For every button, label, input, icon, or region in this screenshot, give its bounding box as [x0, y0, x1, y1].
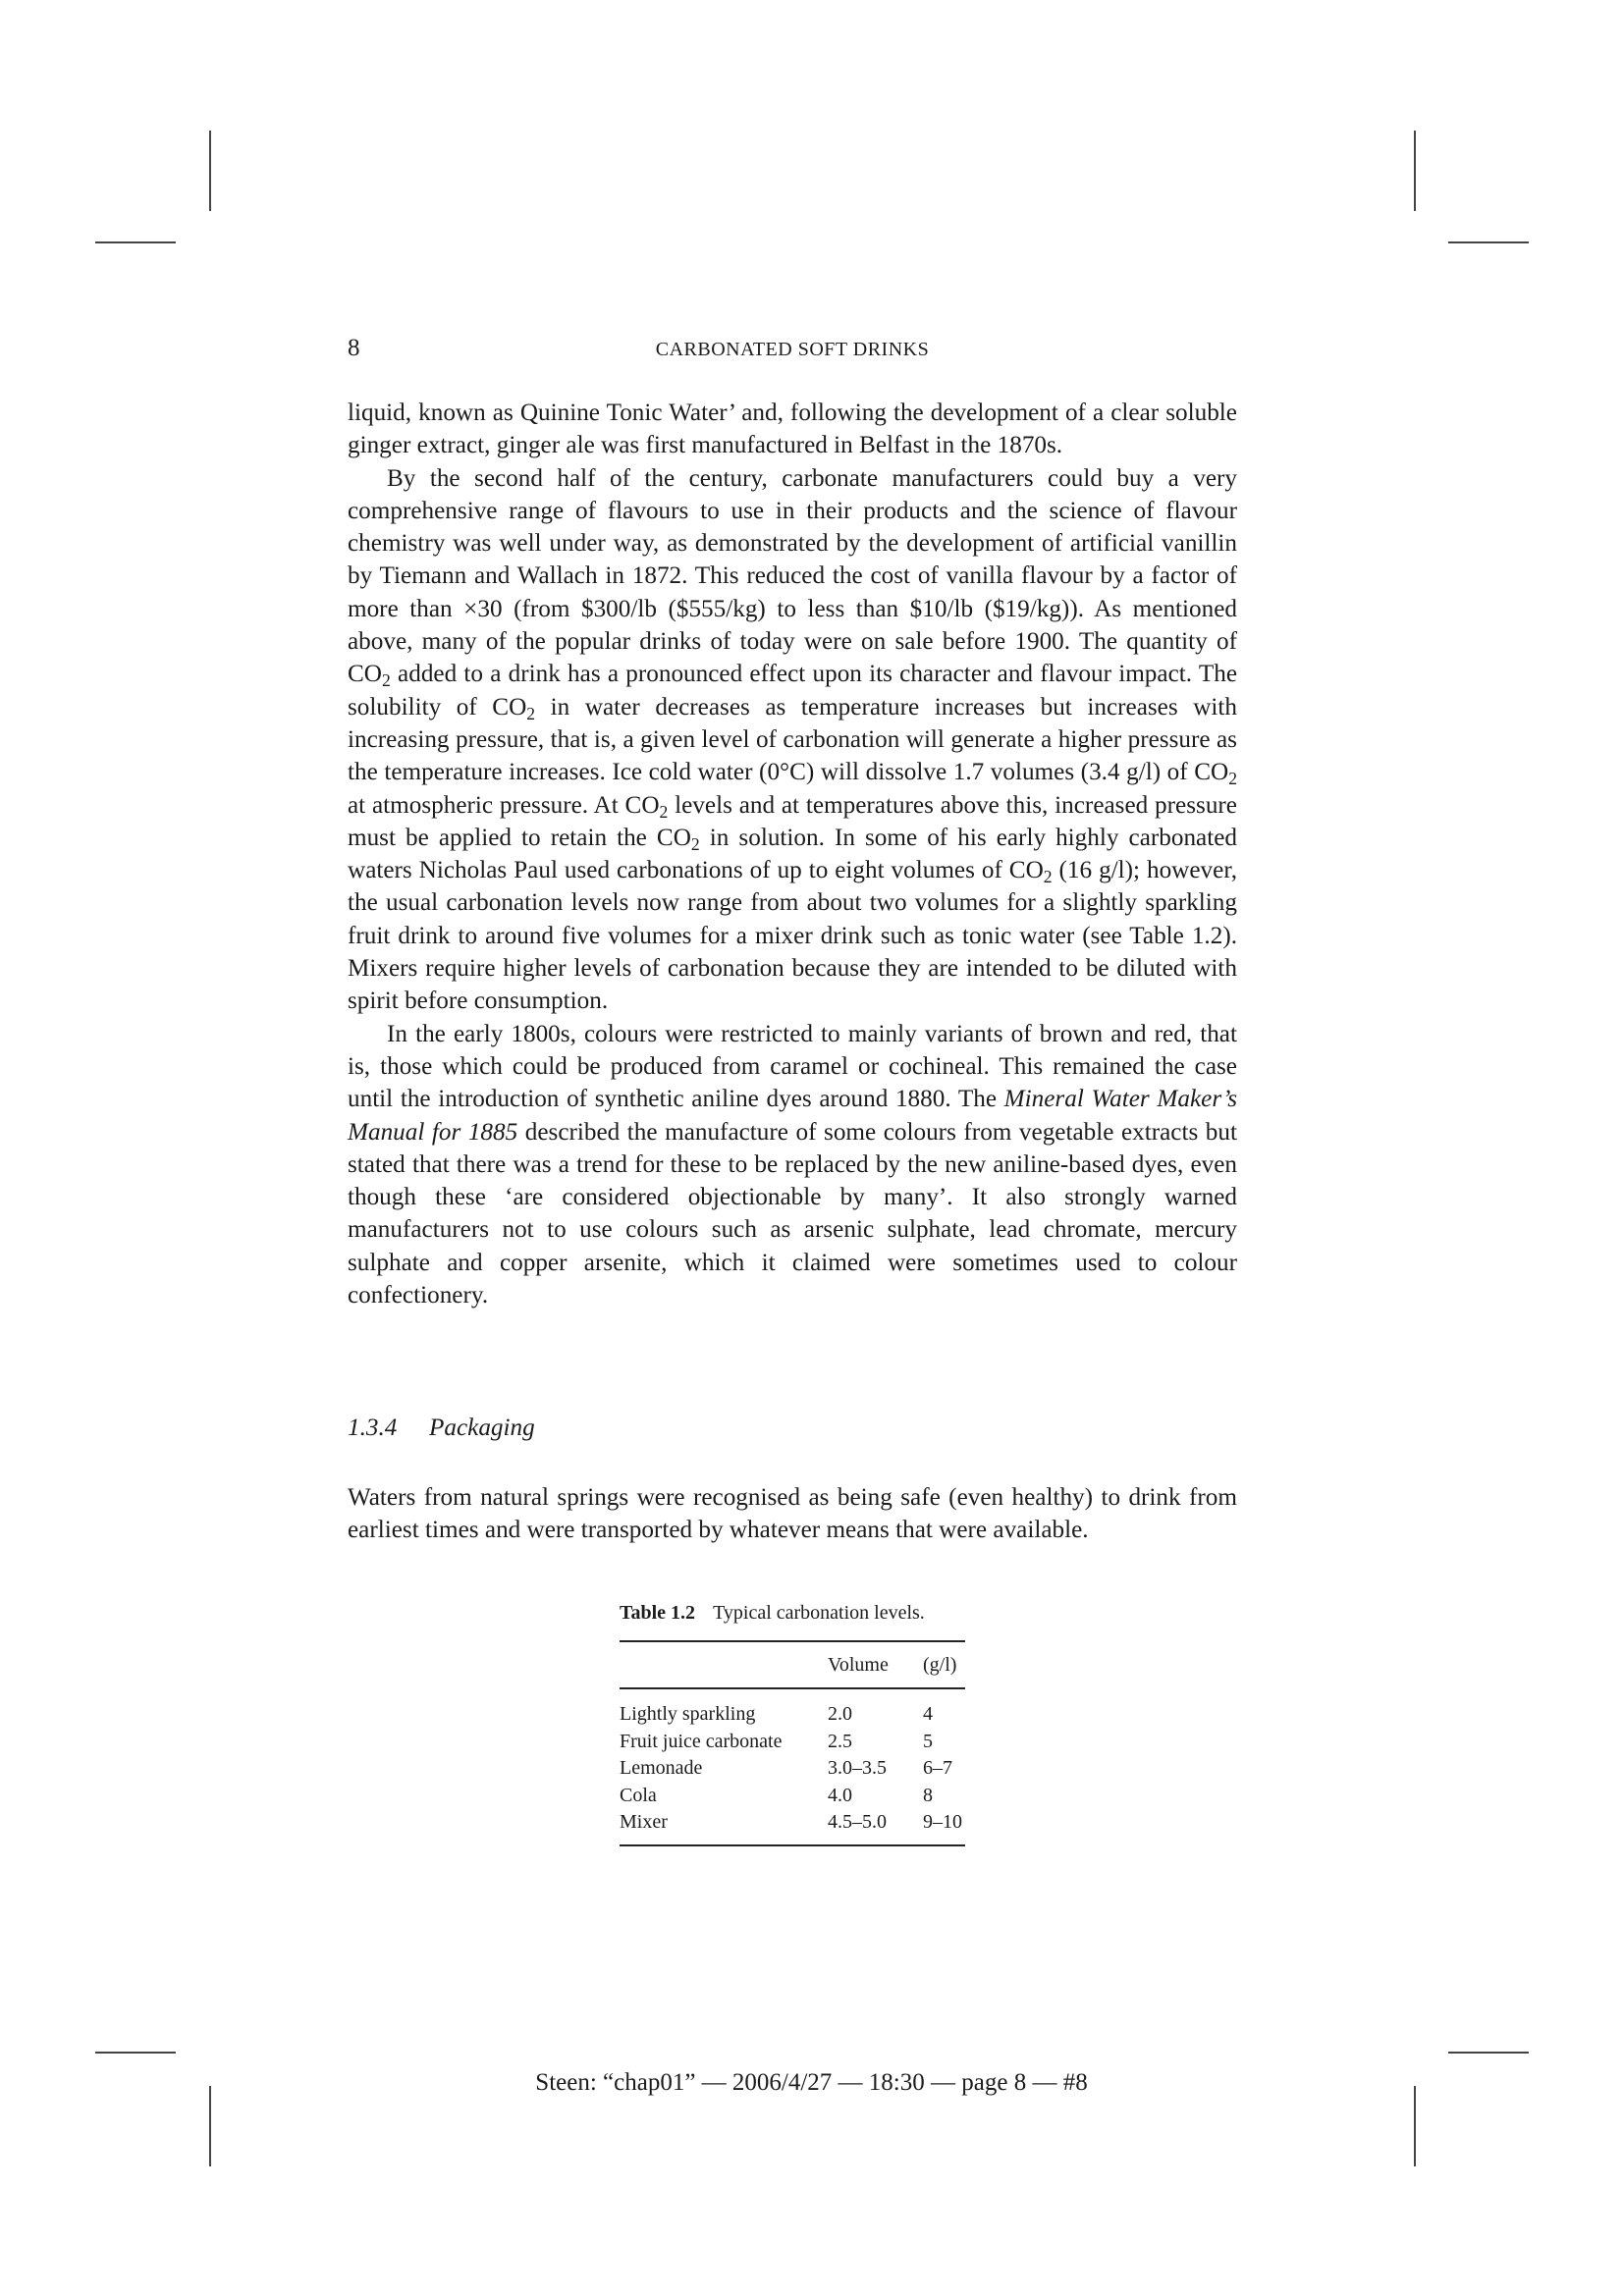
- running-head: CARBONATED SOFT DRINKS: [655, 339, 930, 360]
- section-number: 1.3.4: [348, 1415, 398, 1441]
- table-cell: 5: [923, 1730, 933, 1752]
- section-title: Packaging: [429, 1415, 535, 1441]
- table-cell: Mixer: [620, 1811, 668, 1834]
- page-footer: Steen: “chap01” — 2006/4/27 — 18:30 — page 8 — #8: [535, 2069, 1088, 2096]
- table-header-cell: (g/l): [923, 1653, 957, 1676]
- page-header: [348, 335, 1237, 364]
- crop-mark-top-left-vertical: [209, 131, 211, 211]
- table-cell: 6–7: [923, 1757, 952, 1780]
- table-row: [620, 1688, 965, 1729]
- page-number: 8: [348, 335, 360, 361]
- table-cell: 3.0–3.5: [828, 1757, 887, 1780]
- table-row: [620, 1755, 965, 1783]
- table-cell: 8: [923, 1784, 933, 1806]
- table-cell: Lightly sparkling: [620, 1703, 756, 1726]
- table-cell: 2.5: [828, 1730, 852, 1752]
- table-row: [620, 1783, 965, 1810]
- table-caption: [620, 1602, 965, 1625]
- table-header-cell: [620, 1642, 828, 1688]
- table-cell: Cola: [620, 1784, 657, 1806]
- section-heading: [348, 1415, 535, 1442]
- crop-mark-bottom-left-vertical: [209, 2086, 211, 2166]
- crop-mark-top-left-horizontal: [95, 241, 176, 243]
- table-row: [620, 1809, 965, 1845]
- paragraph-3: In the early 1800s, colours were restricted to mainly variants of brown and red, that is, those which could be produced from caramel or cochineal. This remained the case until the introduction of synthetic aniline dyes around 1880. The Mineral Water Maker’s Manual for 1885 described the manufacture of some colours from vegetable extracts but stated that there was a trend for these to be replaced by the new aniline-based dyes, even though these ‘are considered objectionable by many’. It also strongly warned manufacturers not to use colours such as arsenic sulphate, lead chromate, mercury sulphate and copper arsenite, which it claimed were sometimes used to colour confectionery.: [348, 1020, 1237, 1309]
- table-cell: 4.5–5.0: [828, 1811, 887, 1834]
- table-cell: Fruit juice carbonate: [620, 1730, 783, 1752]
- crop-mark-bottom-right-vertical: [1414, 2086, 1416, 2166]
- section-body-text: [348, 1481, 1237, 1547]
- crop-mark-top-right-horizontal: [1448, 241, 1529, 243]
- body-text: [348, 397, 1237, 1311]
- crop-mark-bottom-right-horizontal: [1448, 2052, 1529, 2054]
- paragraph-1: liquid, known as Quinine Tonic Water’ and, following the development of a clear soluble ginger extract, ginger ale was first manufactured in Belfast in the 1870s.: [348, 400, 1237, 459]
- book-title: Mineral Water Maker’s Manual for 1885: [348, 1086, 1237, 1146]
- crop-mark-bottom-left-horizontal: [95, 2052, 176, 2054]
- paragraph-2: By the second half of the century, carbonate manufacturers could buy a very comprehensive range of flavours to use in their products and the science of flavour chemistry was well under way, as demonstrated by the development of artificial vanillin by Tiemann and Wallach in 1872. This reduced the cost of vanilla flavour by a factor of more than ×30 (from $300/lb ($555/kg) to less than $10/lb ($19/kg)). As mentioned above, many of the popular drinks of today were on sale before 1900. The quantity of $CO_2$ added to a drink has a pronounced effect upon its character and flavour impact. The solubility of $CO_2$ in water decreases as temperature increases but increases with increasing pressure, that is, a given level of carbonation will generate a higher pressure as the temperature increases. Ice cold water (0°C) will dissolve 1.7 volumes (3.4 g/l) of $CO_2$ at atmospheric pressure. At $CO_2$ levels and at temperatures above this, increased pressure must be applied to retain the $CO_2$ in solution. In some of his early highly carbonated waters Nicholas Paul used carbonations of up to eight volumes of $CO_2$ (16 g/l); however, the usual carbonation levels now range from about two volumes for a slightly sparkling fruit drink to around five volumes for a mixer drink such as tonic water (see Table 1.2). Mixers require higher levels of carbonation because they are intended to be diluted with spirit before consumption.: [348, 464, 1238, 1015]
- section-paragraph: Waters from natural springs were recognised as being safe (even healthy) to drink from earliest times and were transported by whatever means that were available.: [348, 1484, 1237, 1544]
- carbonation-table: [620, 1602, 965, 1846]
- table-cell: 4: [923, 1703, 933, 1726]
- table-caption-text: Typical carbonation levels.: [713, 1602, 925, 1624]
- crop-mark-top-right-vertical: [1414, 131, 1416, 211]
- table-grid: [620, 1642, 965, 1846]
- table-header-cell: Volume: [828, 1653, 889, 1676]
- table-row: [620, 1729, 965, 1756]
- table-cell: 9–10: [923, 1811, 962, 1834]
- table-cell: 2.0: [828, 1703, 852, 1726]
- table-cell: Lemonade: [620, 1757, 703, 1780]
- table-label: Table 1.2: [620, 1602, 696, 1624]
- table-header-row: [620, 1642, 965, 1688]
- table-cell: 4.0: [828, 1784, 852, 1806]
